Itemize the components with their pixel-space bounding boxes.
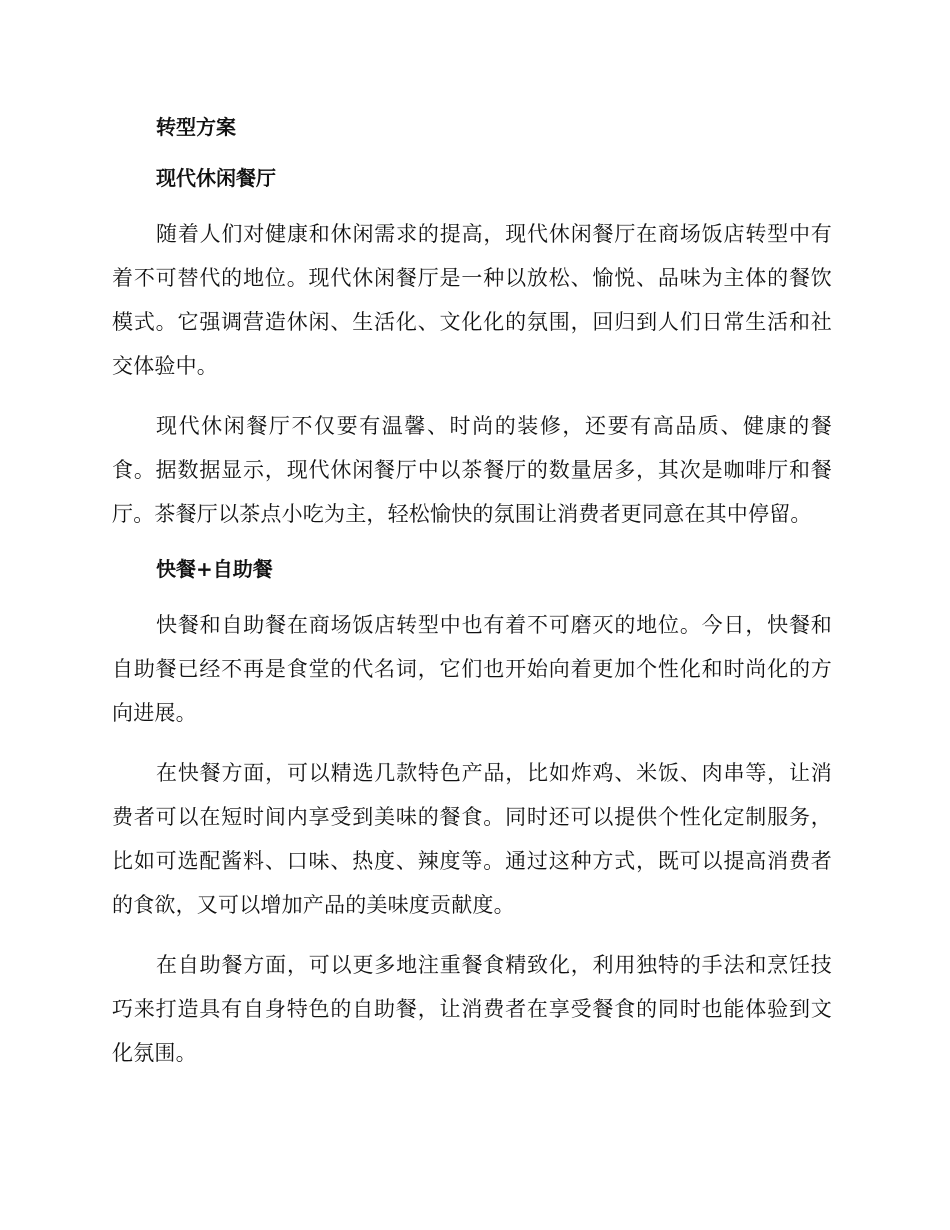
paragraph-fastfood-details: 在快餐方面，可以精选几款特色产品，比如炸鸡、米饭、肉串等，让消费者可以在短时间内享受到美味的餐食。同时还可以提供个性化定制服务，比如可选配酱料、口味、热度、辣度等。通过这种方式，既可以提高消费者的食欲，又可以增加产品的美味度贡献度。 [112,761,832,917]
subsection-title-casual-dining: 现代休闲餐厅 [156,166,276,190]
paragraph-buffet-details: 在自助餐方面，可以更多地注重餐食精致化，利用独特的手法和烹饪技巧来打造具有自身特色的自助餐，让消费者在享受餐食的同时也能体验到文化氛围。 [112,953,832,1065]
paragraph-casual-dining-details: 现代休闲餐厅不仅要有温馨、时尚的装修，还要有高品质、健康的餐食。据数据显示，现代休闲餐厅中以茶餐厅的数量居多，其次是咖啡厅和餐厅。茶餐厅以茶点小吃为主，轻松愉快的氛围让消费者更同意在其中停留。 [112,414,832,526]
subsection-title-fastfood-buffet: 快餐+自助餐 [156,557,273,581]
section-title: 转型方案 [156,115,236,139]
document-body [112,110,832,1091]
paragraph-fastfood-buffet-intro: 快餐和自助餐在商场饭店转型中也有着不可磨灭的地位。今日，快餐和自助餐已经不再是食堂的代名词，它们也开始向着更加个性化和时尚化的方向进展。 [112,613,832,725]
paragraph-casual-dining-intro: 随着人们对健康和休闲需求的提高，现代休闲餐厅在商场饭店转型中有着不可替代的地位。现代休闲餐厅是一种以放松、愉悦、品味为主体的餐饮模式。它强调营造休闲、生活化、文化化的氛围，回归到人们日常生活和社交体验中。 [112,222,832,378]
